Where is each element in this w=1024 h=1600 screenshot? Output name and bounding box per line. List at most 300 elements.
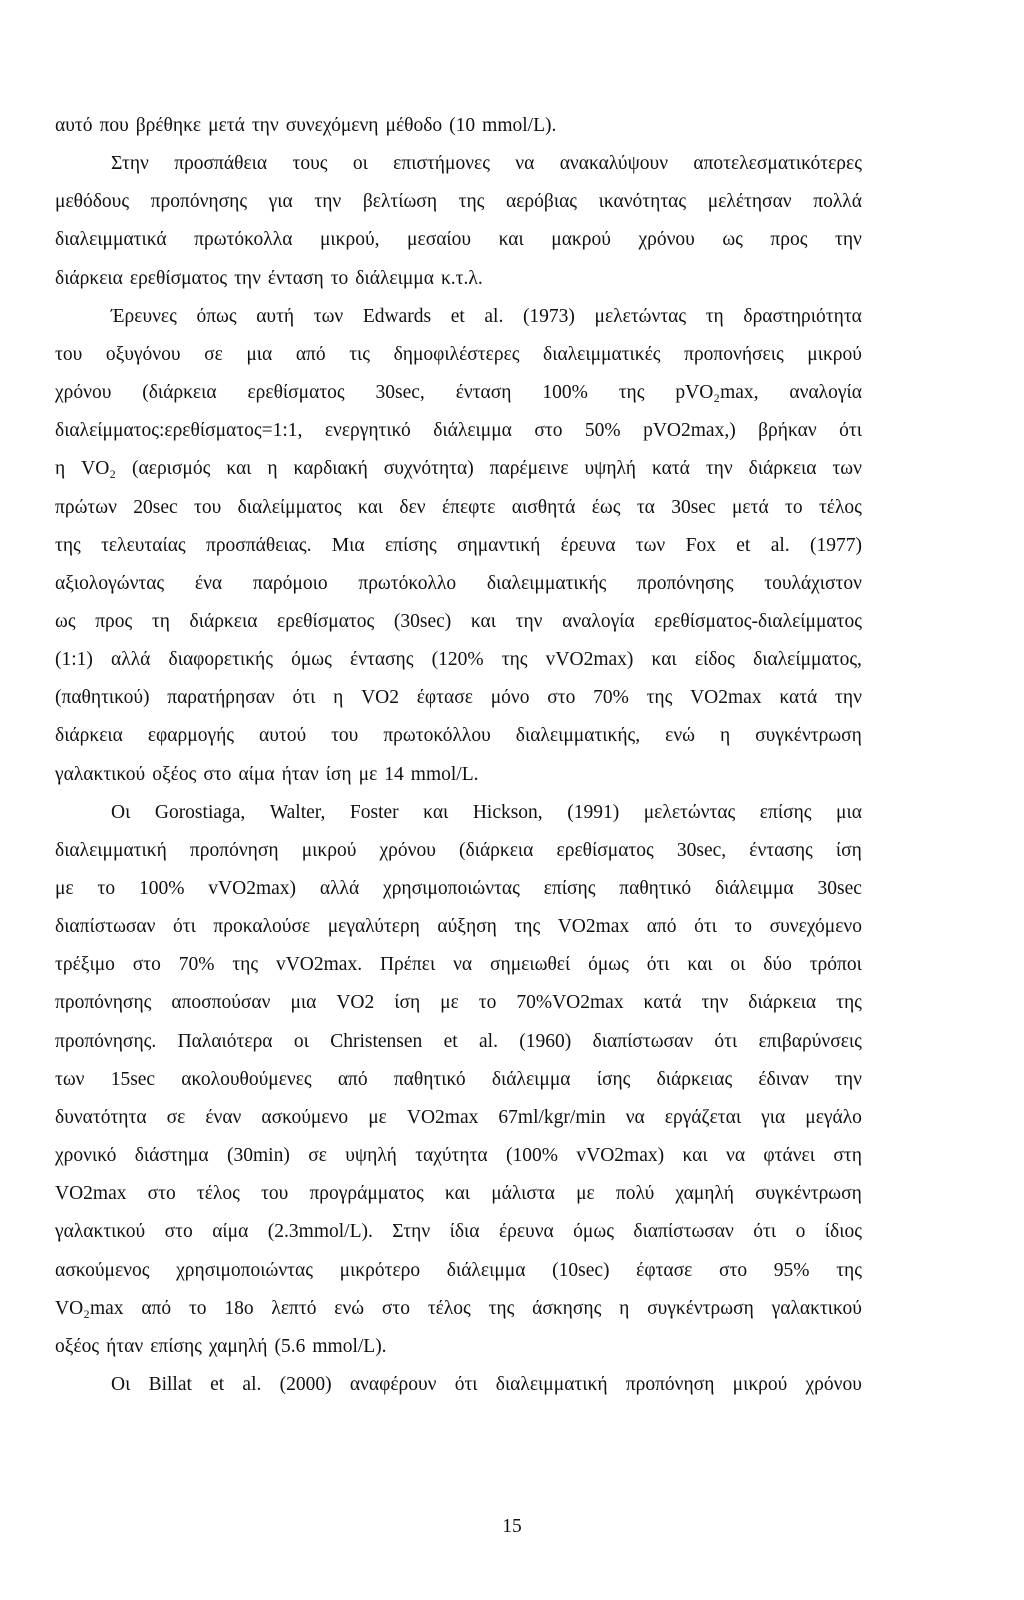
text-line <box>55 187 862 217</box>
word: μετά <box>731 496 769 518</box>
word: διαπίστωσαν <box>55 916 156 938</box>
word: της <box>618 382 645 404</box>
word: ασκούμενο <box>261 1106 349 1128</box>
text-line <box>55 645 862 675</box>
word: προπόνησης. <box>55 1030 157 1052</box>
word: από <box>337 1068 368 1090</box>
word: οξυγόνου <box>105 343 181 365</box>
word: μελέτησαν <box>707 191 792 213</box>
word: από <box>141 1297 172 1319</box>
text-line <box>55 607 862 637</box>
word: σε <box>204 343 223 365</box>
word: μεγάλο <box>805 1106 862 1128</box>
word: al. <box>479 1030 498 1052</box>
word: στο <box>534 420 563 442</box>
word: των <box>832 458 862 480</box>
word: της <box>501 649 528 671</box>
text-line <box>55 1103 862 1133</box>
word: λεπτό <box>271 1297 317 1319</box>
word: διαλειμματικές <box>543 343 661 365</box>
word: της <box>55 534 81 556</box>
word: στο <box>547 687 576 709</box>
word: για <box>761 1106 786 1128</box>
word: όμως <box>588 954 629 976</box>
word: ότι <box>173 916 196 938</box>
word: ότι <box>714 1030 738 1052</box>
word: VO2max <box>557 916 630 938</box>
word: 30sec, <box>676 839 727 861</box>
word: την <box>701 992 729 1014</box>
word: al. <box>484 305 504 327</box>
word: 18ο <box>224 1297 254 1319</box>
word: προς <box>95 611 133 632</box>
word: του <box>194 496 222 518</box>
word: τρόποι <box>809 954 862 976</box>
word: Οι <box>111 801 131 823</box>
word: αίμα <box>212 1221 249 1243</box>
word: αποτελεσματικότερες <box>693 153 862 175</box>
word: γαλακτικού <box>55 1221 146 1243</box>
word: κατά <box>651 458 690 480</box>
word: χρόνου <box>55 382 112 404</box>
word: σε <box>308 1145 327 1166</box>
word: πρωτοκόλλου <box>383 725 491 747</box>
word: μετά <box>208 115 245 136</box>
word: της <box>488 1297 515 1319</box>
word: συνεχόμενη <box>285 115 379 136</box>
word: ίδιος <box>824 1221 862 1243</box>
word: χαμηλή <box>208 1335 268 1357</box>
word: βρέθηκε <box>135 115 202 136</box>
word: έρευνα <box>498 1221 554 1243</box>
text-line <box>55 1027 862 1057</box>
word: Πρέπει <box>379 954 436 976</box>
text-line <box>55 683 862 713</box>
word: μια <box>246 343 273 365</box>
word: έναν <box>205 1106 242 1128</box>
word: δύο <box>763 954 792 976</box>
word: ερεθίσματος-διαλείμματος <box>654 611 862 632</box>
word: και <box>423 801 449 823</box>
word: της <box>232 954 259 976</box>
word: τέλος <box>818 496 862 518</box>
word: το <box>330 267 349 289</box>
word: διάρκειας <box>656 1068 733 1090</box>
word: την <box>314 191 342 213</box>
word: ίδια <box>449 1221 480 1243</box>
word: VO2max <box>406 1106 479 1128</box>
word: της <box>514 916 541 938</box>
word: των <box>55 1068 85 1090</box>
word: τέλος <box>196 1183 240 1205</box>
word: προκαλούσε <box>213 916 311 938</box>
text-line <box>55 760 862 790</box>
text-line <box>111 302 862 332</box>
word: vVO2max) <box>576 1145 665 1166</box>
word: 95% <box>773 1259 810 1281</box>
word: η <box>333 687 344 709</box>
word: προπόνησης <box>55 992 152 1014</box>
word: διαπίστωσαν <box>592 1030 694 1052</box>
word: διάρκεια <box>55 267 123 289</box>
word: οι <box>352 153 368 175</box>
word: έδιναν <box>758 1068 809 1090</box>
word: στο <box>719 1259 748 1281</box>
text-line <box>111 1370 862 1400</box>
word: al. <box>770 534 790 556</box>
word: διαλειμματική <box>55 839 167 861</box>
word: διάλειμμα <box>433 420 512 442</box>
word: να <box>625 1106 645 1128</box>
word: του <box>331 725 359 747</box>
word: pVO₂max, <box>675 382 759 404</box>
word: της <box>836 1259 862 1281</box>
word: μελετώντας <box>643 801 736 823</box>
word: επίσης <box>759 801 812 823</box>
word: 70% <box>178 954 215 976</box>
word: αυτό <box>55 115 93 136</box>
word: Fox <box>685 534 716 556</box>
word: διαλειμματικά <box>55 229 167 251</box>
word: (1973) <box>522 305 575 327</box>
word: μεσαίου <box>407 229 472 251</box>
text-line <box>55 1294 862 1324</box>
word: σημαντική <box>457 534 541 556</box>
word: 15sec <box>110 1068 156 1090</box>
word: ερεθίσματος <box>277 611 375 632</box>
word: χρόνου <box>805 1374 862 1395</box>
word: και <box>470 611 496 632</box>
word: πρωτόκολλο <box>358 572 457 594</box>
word: και <box>357 496 384 518</box>
word: αλλά <box>111 649 151 671</box>
word: ταχύτητα <box>415 1145 488 1166</box>
word: παθητικό <box>393 1068 466 1090</box>
word: ότι <box>292 687 316 709</box>
word: μεθόδους <box>55 191 130 213</box>
word: και <box>682 1145 708 1166</box>
word: μικρού <box>807 343 862 365</box>
word: πρωτόκολλα <box>194 229 293 251</box>
word: διάλειμμα <box>491 1068 571 1090</box>
word: (2000) <box>279 1374 332 1395</box>
word: δεν <box>399 496 426 518</box>
word: του <box>55 343 83 365</box>
word: της <box>646 687 673 709</box>
word: χαμηλή <box>675 1183 734 1205</box>
word: χρόνου <box>638 229 695 251</box>
word: (2.3mmol/L). <box>267 1221 373 1243</box>
word: VO2 <box>361 687 399 709</box>
word: επιστήμονες <box>393 153 490 175</box>
word: στο <box>164 1221 193 1243</box>
word: αναλογία <box>789 382 862 404</box>
word: VO₂ <box>81 458 117 480</box>
text-line <box>111 149 862 179</box>
word: σημειωθεί <box>490 954 571 976</box>
text-line <box>55 569 862 599</box>
word: 20sec <box>133 496 178 518</box>
word: προσπάθειας. <box>205 534 312 556</box>
word: et <box>450 305 465 327</box>
word: με <box>368 1106 387 1128</box>
word: αίμα <box>238 763 275 785</box>
word: ίση <box>394 992 421 1014</box>
word: ότι <box>646 954 670 976</box>
word: προπόνησης <box>150 191 248 213</box>
word: των <box>635 534 666 556</box>
word: στο <box>147 1183 176 1205</box>
word: Μια <box>331 534 365 556</box>
word: μικρού, <box>319 229 380 251</box>
word: τη <box>151 611 170 632</box>
word: τους <box>292 153 328 175</box>
word: (10 <box>449 115 476 136</box>
word: το <box>97 878 116 899</box>
word: ερεθίσματος <box>556 839 654 861</box>
word: οξέος <box>152 763 197 785</box>
word: (1:1) <box>55 649 93 671</box>
word: δημοφιλέστερες <box>393 343 520 365</box>
word: τις <box>349 343 370 365</box>
word: τουλάχιστον <box>764 572 862 594</box>
word: με <box>440 992 459 1014</box>
word: κατά <box>779 687 818 709</box>
word: υψηλή <box>345 1145 397 1166</box>
word: και <box>444 1183 471 1205</box>
word: έντασης <box>749 839 813 861</box>
word: παρόμοιο <box>252 572 328 594</box>
word: ένταση <box>455 382 512 404</box>
word: Billat <box>148 1374 192 1395</box>
word: mmol/L). <box>482 115 557 136</box>
word: μέθοδο <box>385 115 443 136</box>
word: Christensen <box>330 1030 423 1052</box>
word: διαλειμματική <box>495 1374 608 1395</box>
word: έπεφτε <box>441 496 496 518</box>
word: Οι <box>111 1374 131 1395</box>
word: ίση <box>835 839 862 861</box>
word: ακολουθούμενες <box>181 1068 312 1090</box>
word: VO2max <box>55 1183 127 1205</box>
word: την <box>234 267 261 289</box>
word: et <box>736 534 751 556</box>
word: έντασης <box>349 649 414 671</box>
word: με <box>358 763 378 785</box>
word: πολλά <box>813 191 862 213</box>
word: διαλείμματος:ερεθίσματος=1:1, <box>55 420 303 442</box>
word: διαφορετικής <box>168 649 273 671</box>
word: ερεθίσματος <box>129 267 228 289</box>
text-line <box>55 1065 862 1095</box>
word: τέλος <box>427 1297 471 1319</box>
word: προς <box>770 229 808 251</box>
word: καρδιακή <box>293 458 368 480</box>
word: να <box>453 954 473 976</box>
word: η <box>619 1297 630 1319</box>
word: (120% <box>431 649 484 671</box>
word: διάρκεια <box>55 725 123 747</box>
word: τελευταίας <box>101 534 186 556</box>
word: μια <box>290 992 317 1014</box>
text-line <box>55 1332 862 1362</box>
word: (5.6 <box>274 1335 306 1357</box>
word: VO₂max <box>55 1297 124 1319</box>
word: συγκέντρωση <box>647 1297 754 1319</box>
word: προσπάθεια <box>174 153 268 175</box>
word: Στην <box>392 1221 431 1243</box>
text-line <box>55 1179 862 1209</box>
word: mmol/L). <box>312 1335 387 1357</box>
word: 70%VO2max <box>516 992 624 1014</box>
word: γαλακτικού <box>771 1297 862 1319</box>
text-line <box>55 1141 862 1171</box>
word: προπόνησης <box>637 572 734 594</box>
word: της <box>458 191 485 213</box>
word: pVO2max,) <box>643 420 736 442</box>
word: διαπίστωσαν <box>633 1221 734 1243</box>
word: χρησιμοποιώντας <box>383 878 520 899</box>
text-line <box>55 1256 862 1286</box>
word: τα <box>636 496 655 518</box>
word: χρόνου <box>379 839 436 861</box>
word: et <box>210 1374 225 1395</box>
word: αύξηση <box>437 916 497 938</box>
word: σε <box>166 1106 186 1128</box>
text-line <box>55 950 862 980</box>
text-line <box>55 264 862 294</box>
word: όμως <box>291 649 332 671</box>
word: αυτή <box>256 305 295 327</box>
word: την <box>251 115 279 136</box>
word: διάρκεια <box>748 458 817 480</box>
word: συνεχόμενο <box>769 916 862 938</box>
word: για <box>268 191 293 213</box>
word: ερεθίσματος <box>247 382 345 404</box>
word: εργάζεται <box>664 1106 742 1128</box>
word: και <box>687 954 713 976</box>
word: Gorostiaga, <box>154 801 246 823</box>
word: στο <box>381 1297 411 1319</box>
text-line <box>55 1217 862 1247</box>
word: Edwards <box>362 305 432 327</box>
word: μάλιστα <box>491 1183 555 1205</box>
word: Παλαιότερα <box>177 1030 273 1052</box>
word: όμως <box>573 1221 614 1243</box>
word: (30min) <box>226 1145 290 1166</box>
word: προπονήσεις <box>684 343 784 365</box>
word: στο <box>203 763 232 785</box>
word: διαλείμματος, <box>753 649 862 671</box>
word: δραστηριότητα <box>743 305 862 327</box>
word: την <box>705 458 733 480</box>
word: μια <box>836 801 862 823</box>
word: διαλειμματικής <box>486 572 607 594</box>
word: είδος <box>694 649 735 671</box>
word: πολύ <box>615 1183 655 1205</box>
word: ίση <box>325 763 352 785</box>
word: συχνότητα) <box>383 458 474 480</box>
word: Hickson, <box>472 801 543 823</box>
word: γαλακτικού <box>55 763 146 785</box>
word: πρώτων <box>55 496 117 518</box>
word: φτάνει <box>763 1145 815 1166</box>
word: (αερισμός <box>132 458 211 480</box>
word: και <box>498 229 524 251</box>
word: αναλογία <box>562 611 635 632</box>
word: την <box>835 1068 862 1090</box>
word: η <box>267 458 278 480</box>
word: και <box>651 649 677 671</box>
word: et <box>443 1030 458 1052</box>
word: από <box>646 916 677 938</box>
word: από <box>295 343 326 365</box>
word: του <box>261 1183 289 1205</box>
word: ανακαλύψουν <box>559 153 669 175</box>
word: διάστημα <box>134 1145 209 1166</box>
word: και <box>226 458 252 480</box>
word: διαλείμματος <box>237 496 342 518</box>
word: ενώ <box>334 1297 365 1319</box>
word: επίσης <box>150 1335 202 1357</box>
word: ένταση <box>267 267 324 289</box>
word: (1977) <box>809 534 862 556</box>
word: αυτού <box>258 725 307 747</box>
word: 30sec <box>671 496 716 518</box>
word: μικρού <box>732 1374 788 1395</box>
word: την <box>835 229 862 251</box>
word: όπως <box>196 305 237 327</box>
word: οξέος <box>55 1335 100 1357</box>
text-line <box>55 493 862 523</box>
word: κ.τ.λ. <box>440 267 483 289</box>
word: διάλειμμα <box>355 267 434 289</box>
word: ασκούμενος <box>55 1259 150 1281</box>
word: (διάρκεια <box>142 382 217 404</box>
word: 30sec, <box>375 382 425 404</box>
word: al. <box>242 1374 262 1395</box>
word: διαλειμματικής, <box>515 725 641 747</box>
word: (1991) <box>567 801 620 823</box>
word: παθητικό <box>619 878 692 899</box>
word: των <box>313 305 344 327</box>
word: ο <box>795 1221 806 1243</box>
word: άσκησης <box>532 1297 602 1319</box>
page-number: 15 <box>502 1516 522 1537</box>
word: το <box>188 1297 207 1319</box>
word: αναφέρουν <box>349 1374 437 1395</box>
word: οι <box>730 954 746 976</box>
word: οι <box>293 1030 309 1052</box>
word: vVO2max. <box>275 954 363 976</box>
word: αερόβιας <box>506 191 578 213</box>
text-line <box>55 988 862 1018</box>
word: έρευνα <box>560 534 616 556</box>
word: διάρκεια <box>748 992 817 1014</box>
text-line <box>55 836 862 866</box>
word: ότι <box>839 420 862 442</box>
word: έως <box>591 496 621 518</box>
word: προπόνηση <box>625 1374 715 1395</box>
word: Foster <box>349 801 399 823</box>
text-line <box>55 912 862 942</box>
word: ένα <box>194 572 223 594</box>
word: 30sec <box>817 878 862 899</box>
text-line <box>55 531 862 561</box>
word: μικρότερο <box>339 1259 421 1281</box>
word: βελτίωση <box>362 191 438 213</box>
word: μικρού <box>301 839 357 861</box>
